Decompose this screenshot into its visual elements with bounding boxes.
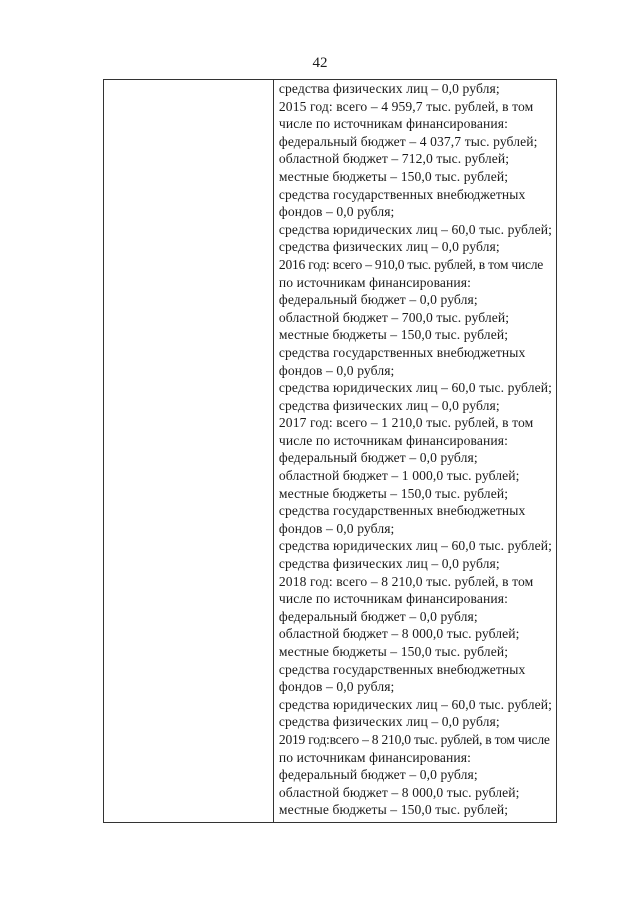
text-line: по источникам финансирования:: [278, 749, 472, 765]
text-line: по источникам финансирования:: [278, 274, 472, 290]
text-line: средства государственных внебюджетных: [278, 503, 526, 519]
text-line: средства физических лиц – 0,0 рубля;: [278, 714, 500, 730]
text-line: областной бюджет – 1 000,0 тыс. рублей;: [278, 468, 520, 484]
text-line: числе по источникам финансирования:: [278, 432, 508, 448]
text-line: местные бюджеты – 150,0 тыс. рублей;: [278, 485, 509, 501]
table-left-cell: [104, 80, 274, 822]
text-line: федеральный бюджет – 0,0 рубля;: [278, 608, 478, 624]
text-line: фондов – 0,0 рубля;: [278, 362, 395, 378]
text-line: фондов – 0,0 рубля;: [278, 679, 395, 695]
text-line: местные бюджеты – 150,0 тыс. рублей;: [278, 327, 509, 343]
text-line: 2016 год: всего – 910,0 тыс. рублей, в том числе: [278, 256, 544, 272]
text-line: средства юридических лиц – 60,0 тыс. рублей;: [278, 221, 552, 237]
text-line: средства физических лиц – 0,0 рубля;: [278, 81, 500, 96]
text-line: числе по источникам финансирования:: [278, 116, 508, 132]
text-line: областной бюджет – 712,0 тыс. рублей;: [278, 151, 510, 167]
text-line: федеральный бюджет – 0,0 рубля;: [278, 450, 478, 466]
text-line: 2015 год: всего – 4 959,7 тыс. рублей, в том: [278, 98, 534, 114]
text-line: 2017 год: всего – 1 210,0 тыс. рублей, в том: [278, 415, 534, 431]
text-line: федеральный бюджет – 0,0 рубля;: [278, 767, 478, 783]
text-line: средства юридических лиц – 60,0 тыс. рублей;: [278, 538, 552, 554]
text-line: средства государственных внебюджетных: [278, 661, 526, 677]
text-line: федеральный бюджет – 4 037,7 тыс. рублей;: [278, 133, 538, 149]
text-line: числе по источникам финансирования:: [278, 591, 508, 607]
text-line: фондов – 0,0 рубля;: [278, 520, 395, 536]
text-line: средства юридических лиц – 60,0 тыс. рублей;: [278, 696, 552, 712]
text-line: областной бюджет – 8 000,0 тыс. рублей;: [278, 784, 520, 800]
text-line: 2018 год: всего – 8 210,0 тыс. рублей, в том: [278, 573, 534, 589]
text-line: средства физических лиц – 0,0 рубля;: [278, 239, 500, 255]
text-line: местные бюджеты – 150,0 тыс. рублей;: [278, 644, 509, 659]
funding-table: [103, 79, 557, 823]
text-line: федеральный бюджет – 0,0 рубля;: [278, 292, 478, 308]
text-line: фондов – 0,0 рубля;: [278, 204, 395, 220]
text-line: средства государственных внебюджетных: [278, 344, 526, 360]
text-line: средства государственных внебюджетных: [278, 186, 526, 202]
text-line: 2019 год:всего – 8 210,0 тыс. рублей, в том числе: [278, 731, 550, 747]
text-line: средства физических лиц – 0,0 рубля;: [278, 556, 500, 572]
text-line: областной бюджет – 8 000,0 тыс. рублей;: [278, 626, 520, 642]
page-number: 42: [312, 55, 328, 71]
text-line: средства юридических лиц – 60,0 тыс. рублей;: [278, 380, 552, 396]
text-line: областной бюджет – 700,0 тыс. рублей;: [278, 309, 510, 325]
table-right-cell: [274, 80, 556, 822]
text-line: местные бюджеты – 150,0 тыс. рублей;: [278, 802, 509, 818]
text-line: средства физических лиц – 0,0 рубля;: [278, 397, 500, 413]
text-line: местные бюджеты – 150,0 тыс. рублей;: [278, 168, 509, 184]
